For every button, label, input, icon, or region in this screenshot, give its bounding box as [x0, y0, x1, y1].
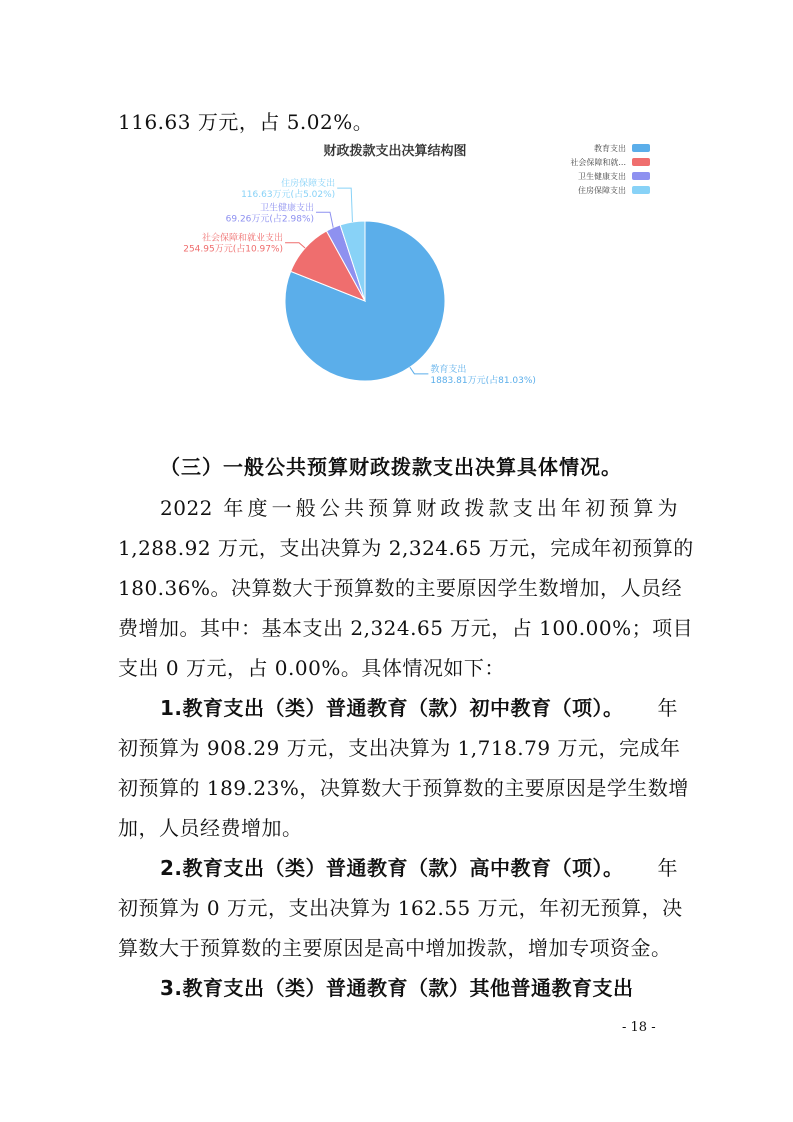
pie-label-value-3: 116.63万元(占5.02%) — [241, 190, 336, 201]
para1-line5: 支出 0 万元，占 0.00%。具体情况如下： — [118, 656, 505, 680]
pie-label-value-2: 69.26万元(占2.98%) — [225, 214, 315, 225]
item2-line3: 算数大于预算数的主要原因是高中增加拨款，增加专项资金。 — [118, 936, 672, 960]
legend-swatch-3 — [632, 186, 650, 194]
item2-heading: 2.教育支出（类）普通教育（款）高中教育（项）。 — [160, 856, 624, 880]
pie-label-value-1: 254.95万元(占10.97%) — [183, 244, 284, 255]
para1-line3: 180.36%。决算数大于预算数的主要原因学生数增加，人员经 — [118, 576, 682, 600]
item2-line1 — [160, 856, 678, 880]
chart-title: 财政拨款支出决算结构图 — [323, 144, 467, 159]
legend-label-2: 卫生健康支出 — [578, 172, 626, 181]
pie-slices — [285, 221, 445, 381]
pie-label-name-1: 社会保障和就业支出 — [202, 233, 284, 244]
expenditure-pie-chart — [170, 136, 670, 396]
item1-line2: 初预算为 908.29 万元，支出决算为 1,718.79 万元，完成年 — [118, 736, 681, 760]
legend-swatch-0 — [632, 144, 650, 152]
pie-label-name-0: 教育支出 — [430, 364, 467, 375]
pie-leader-line-0 — [410, 367, 428, 374]
legend-swatch-1 — [632, 158, 650, 166]
intro-line: 116.63 万元，占 5.02%。 — [118, 110, 374, 134]
pie-leader-line-3 — [337, 188, 352, 222]
legend-label-0: 教育支出 — [594, 144, 626, 153]
chart-legend — [570, 143, 650, 195]
item2-line1-tail: 年 — [657, 856, 678, 880]
para1-line1: 2022 年度一般公共预算财政拨款支出年初预算为 — [160, 496, 678, 520]
pie-label-name-2: 卫生健康支出 — [260, 203, 315, 214]
section-title: （三）一般公共预算财政拨款支出决算具体情况。 — [160, 455, 622, 479]
item2-line2: 初预算为 0 万元，支出决算为 162.55 万元，年初无预算，决 — [118, 896, 683, 920]
para1-line4: 费增加。其中：基本支出 2,324.65 万元，占 100.00%；项目 — [118, 616, 694, 640]
legend-label-3: 住房保障支出 — [578, 186, 626, 195]
legend-swatch-2 — [632, 172, 650, 180]
item1-line1-tail: 年 — [657, 696, 678, 720]
pie-label-value-0: 1883.81万元(占81.03%) — [430, 375, 536, 386]
pie-leader-line-2 — [316, 212, 333, 227]
item1-line1 — [160, 696, 678, 720]
para1-line2: 1,288.92 万元，支出决算为 2,324.65 万元，完成年初预算的 — [118, 536, 694, 560]
pie-label-name-3: 住房保障支出 — [281, 179, 336, 190]
page-number: - 18 - — [622, 1020, 656, 1035]
legend-label-1: 社会保障和就... — [570, 158, 626, 167]
item3-heading: 3.教育支出（类）普通教育（款）其他普通教育支出 — [160, 976, 634, 1000]
item1-line4: 加，人员经费增加。 — [118, 816, 303, 840]
item1-heading: 1.教育支出（类）普通教育（款）初中教育（项）。 — [160, 696, 624, 720]
item1-line3: 初预算的 189.23%，决算数大于预算数的主要原因是学生数增 — [118, 776, 689, 800]
pie-leader-line-1 — [285, 243, 305, 248]
